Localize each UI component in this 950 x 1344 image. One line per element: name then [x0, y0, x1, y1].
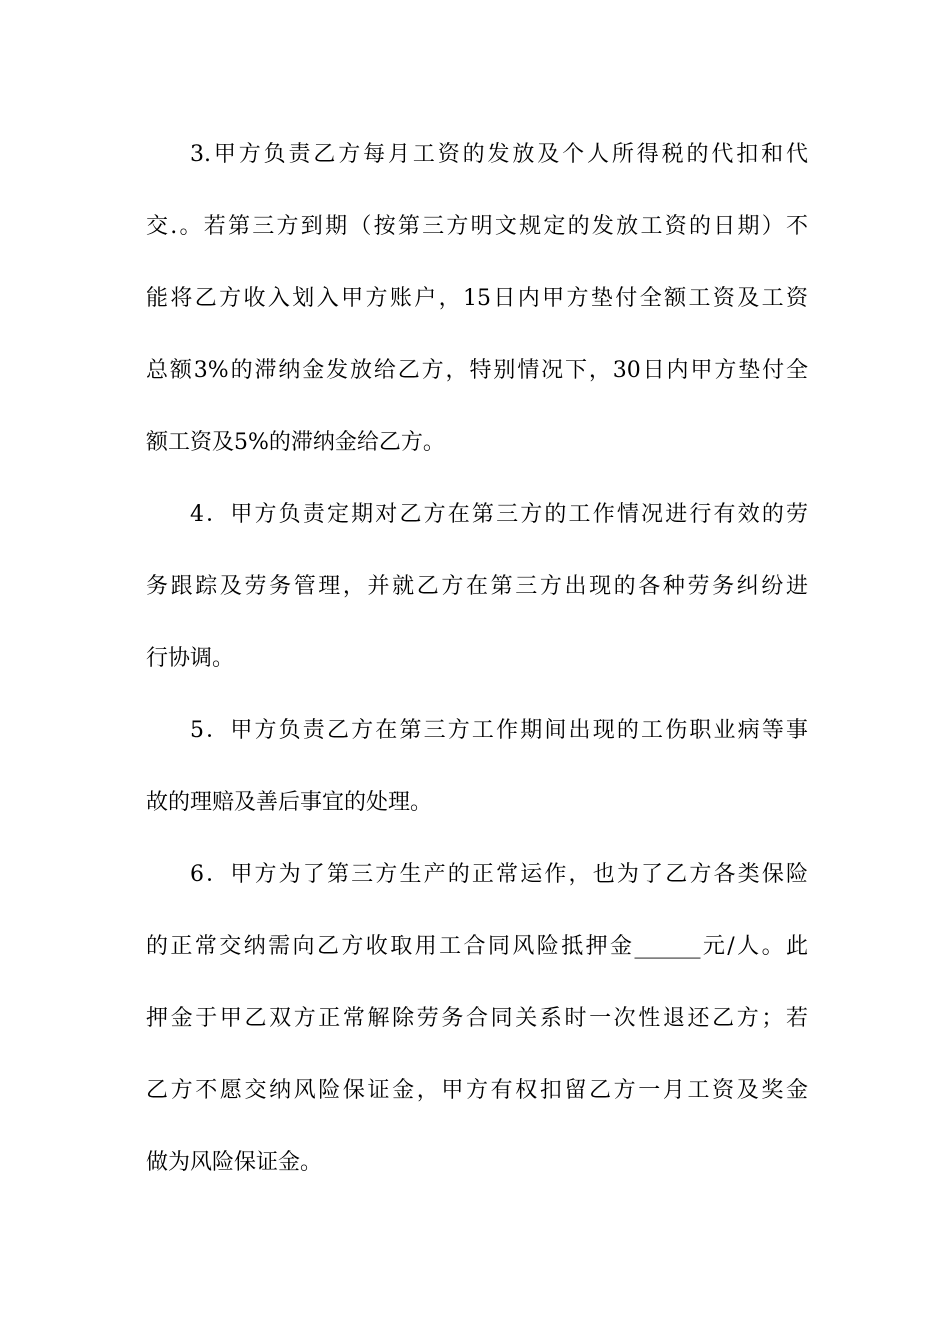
- paragraph-3-line-5: 额工资及5%的滞纳金给乙方。: [146, 430, 445, 455]
- paragraph-3-line-4: 总额3%的滞纳金发放给乙方，特别情况下，30日内甲方垫付全: [146, 358, 808, 383]
- paragraph-3-line-2: 交.。若第三方到期（按第三方明文规定的发放工资的日期）不: [146, 214, 808, 239]
- paragraph-3-line-1: 3.甲方负责乙方每月工资的发放及个人所得税的代扣和代: [190, 142, 808, 167]
- paragraph-5-line-2: 故的理赔及善后事宜的处理。: [146, 790, 433, 815]
- paragraph-6-line-3: 押金于甲乙双方正常解除劳务合同关系时一次性退还乙方；若: [146, 1006, 808, 1031]
- paragraph-4-line-3: 行协调。: [146, 646, 235, 671]
- paragraph-3-line-3: 能将乙方收入划入甲方账户，15日内甲方垫付全额工资及工资: [146, 286, 808, 311]
- paragraph-6-line-2: 的正常交纳需向乙方收取用工合同风险抵押金______元/人。此: [146, 934, 808, 959]
- paragraph-5-line-1: 5．甲方负责乙方在第三方工作期间出现的工伤职业病等事: [190, 718, 808, 743]
- paragraph-4-line-1: 4．甲方负责定期对乙方在第三方的工作情况进行有效的劳: [190, 502, 808, 527]
- paragraph-6-line-1: 6．甲方为了第三方生产的正常运作，也为了乙方各类保险: [190, 862, 808, 887]
- paragraph-4-line-2: 务跟踪及劳务管理，并就乙方在第三方出现的各种劳务纠纷进: [146, 574, 808, 599]
- paragraph-6-line-4: 乙方不愿交纳风险保证金，甲方有权扣留乙方一月工资及奖金: [146, 1078, 808, 1103]
- paragraph-6-line-5: 做为风险保证金。: [146, 1150, 323, 1175]
